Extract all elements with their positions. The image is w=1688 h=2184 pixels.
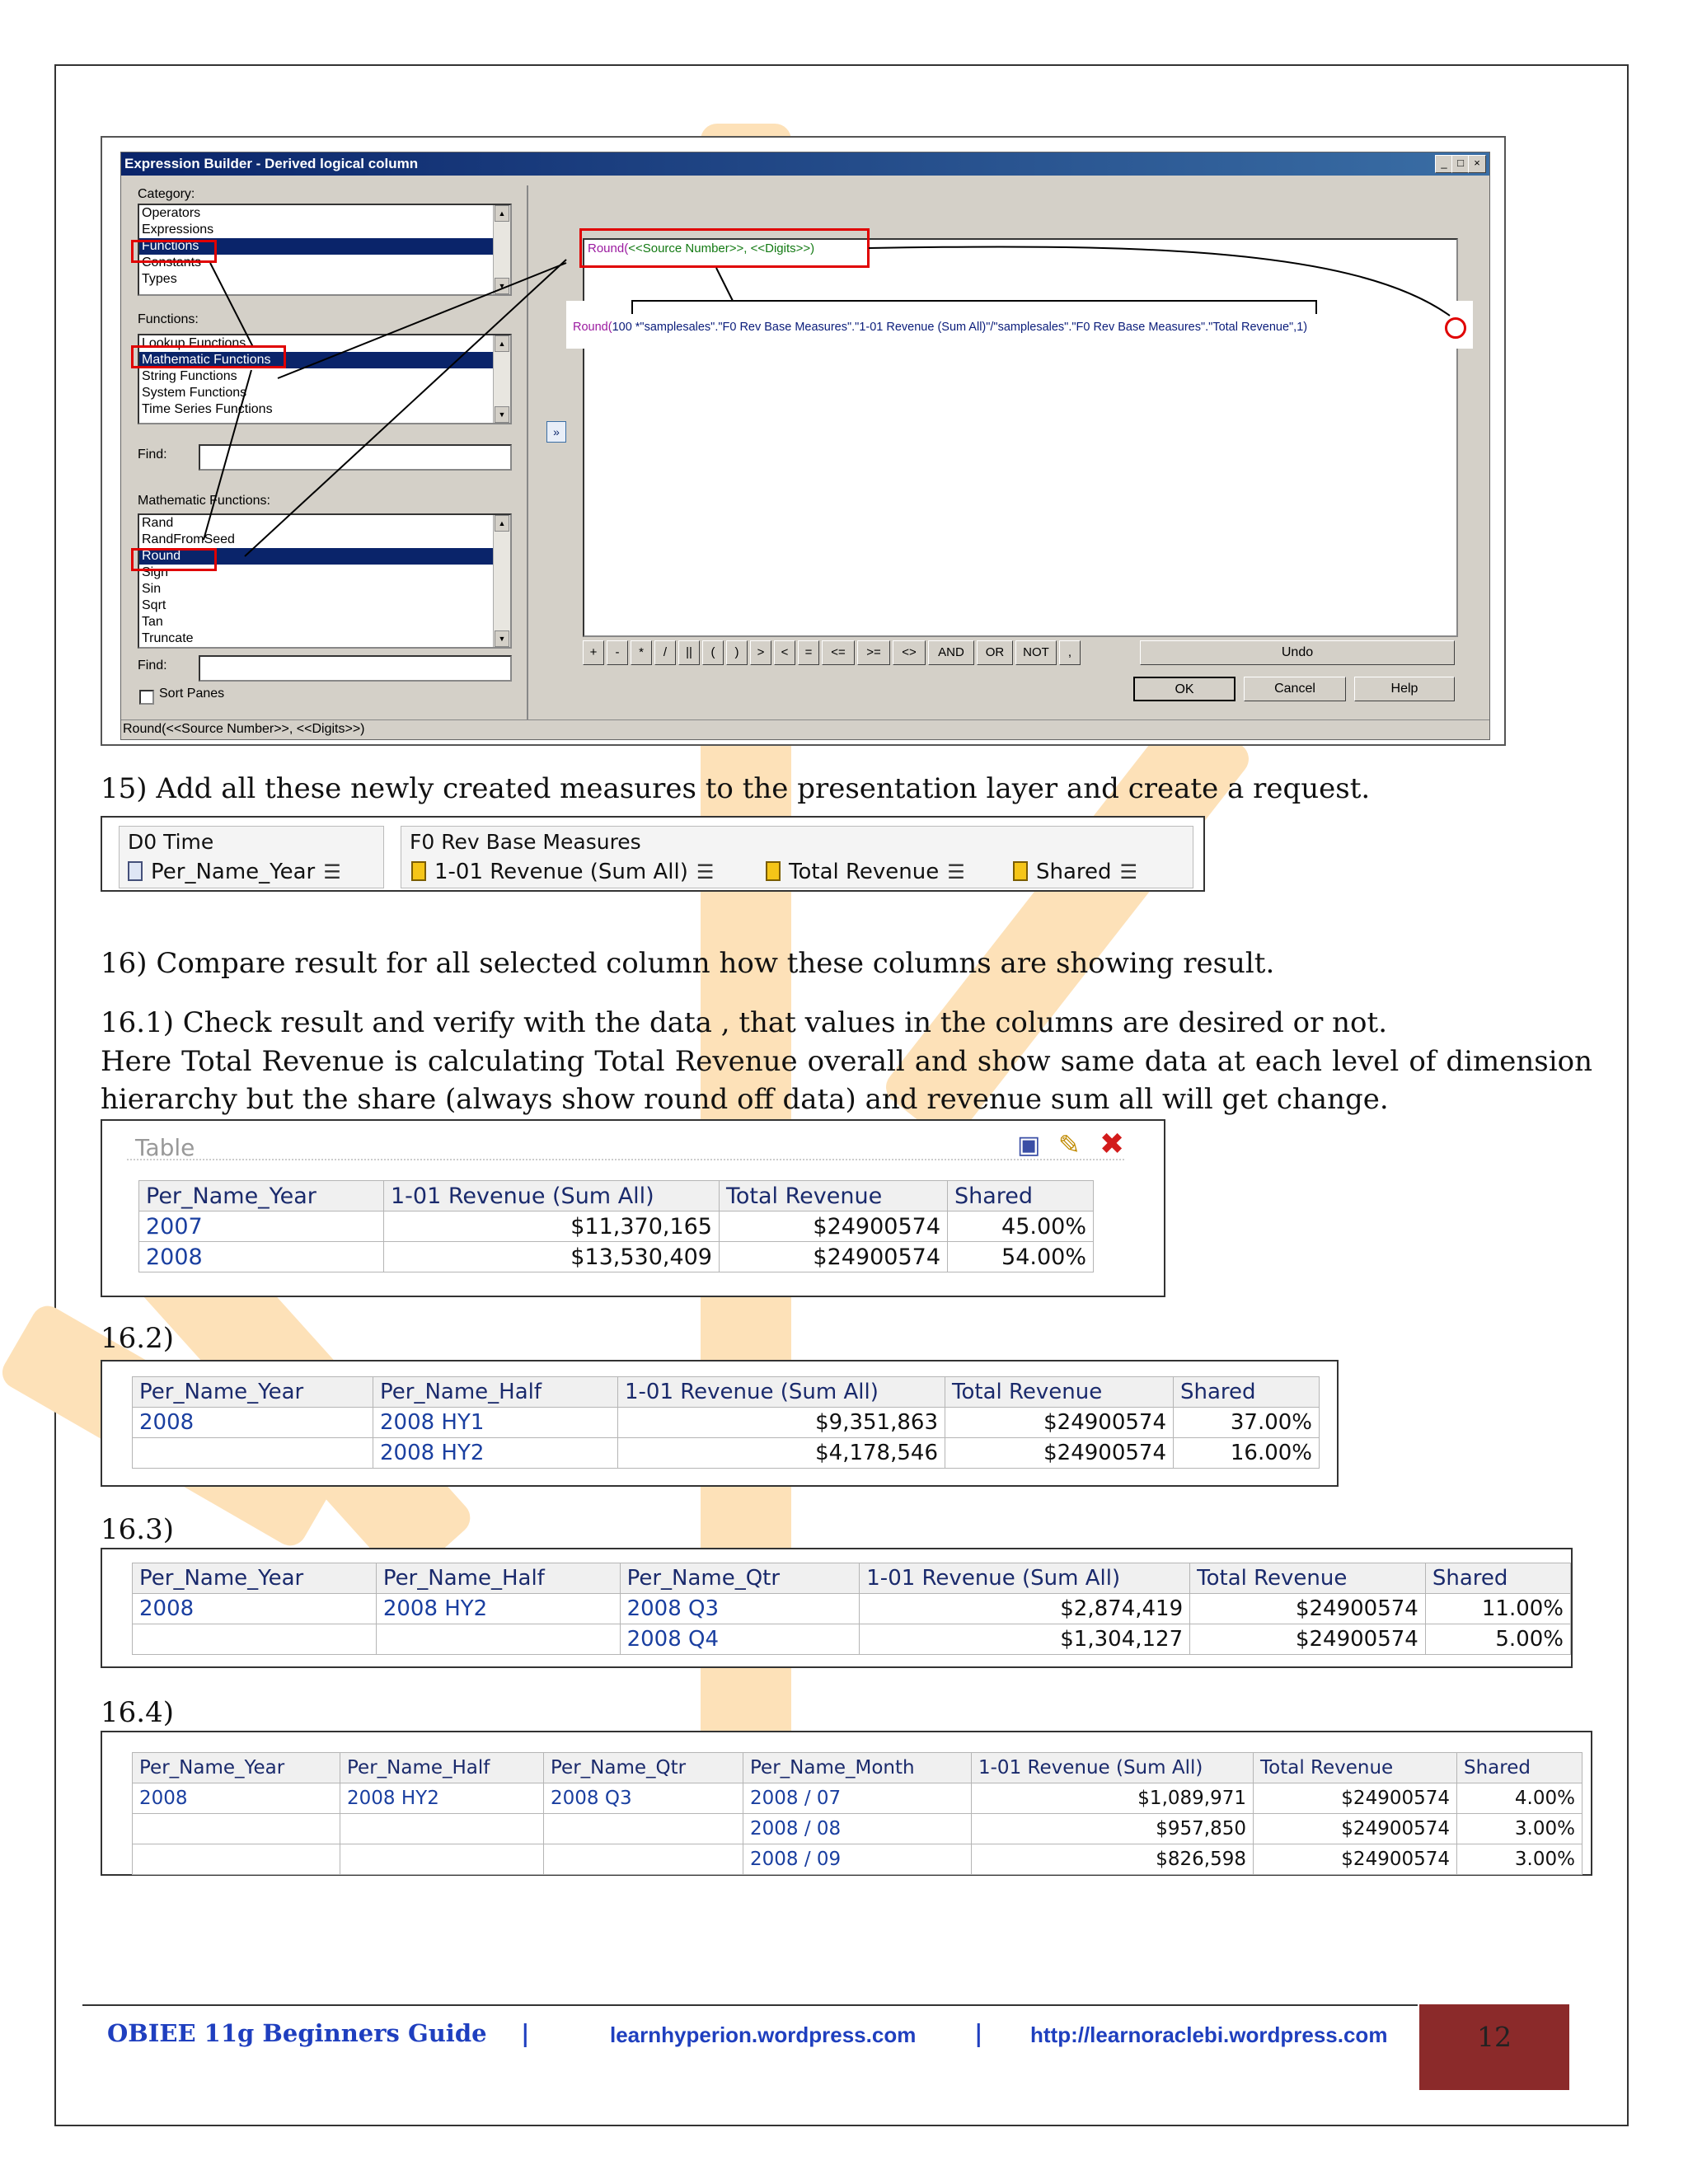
dimension-cell[interactable]: 2008 <box>133 1408 373 1438</box>
column-header[interactable]: 1-01 Revenue (Sum All) <box>384 1181 720 1212</box>
measure-cell: 3.00% <box>1457 1844 1582 1875</box>
step-16-1-text: 16.1) Check result and verify with the data , that values in the columns are desired or not. <box>101 1006 1387 1039</box>
column-header[interactable]: Per_Name_Half <box>376 1563 620 1594</box>
math-function-item[interactable]: Sqrt <box>142 598 166 612</box>
operator-button[interactable]: || <box>678 640 700 665</box>
highlight-round <box>131 548 217 571</box>
category-item[interactable]: Expressions <box>142 223 214 237</box>
section-16-4: 16.4) <box>101 1696 174 1729</box>
ok-button[interactable]: OK <box>1133 677 1236 701</box>
scroll-up-icon[interactable]: ▲ <box>495 515 509 532</box>
function-item[interactable]: String Functions <box>142 369 237 383</box>
expression-text: Round(100 *"samplesales"."F0 Rev Base Measures"."1-01 Revenue (Sum All)"/"samplesales"."F0 Rev Base Measures"."Total Revenue",1) <box>573 321 1308 334</box>
operator-button[interactable]: > <box>750 640 771 665</box>
category-item[interactable]: Operators <box>142 206 201 220</box>
criteria-column[interactable]: Per_Name_Year ☰ <box>128 860 341 884</box>
maximize-button[interactable]: □ <box>1451 155 1470 173</box>
operator-button[interactable]: <> <box>893 640 926 665</box>
column-header[interactable]: Per_Name_Year <box>139 1181 384 1212</box>
d0-time-title: D0 Time <box>128 830 214 854</box>
delete-view-icon[interactable]: ✖ <box>1100 1127 1125 1161</box>
footer-rule <box>82 2004 1418 2006</box>
result-table-2 <box>132 1376 1320 1469</box>
measure-cell: $9,351,863 <box>618 1408 945 1438</box>
result-table-3-frame <box>101 1548 1573 1668</box>
dimension-cell[interactable]: 2008 / 09 <box>743 1844 972 1875</box>
dimension-cell[interactable]: 2008 <box>133 1783 340 1814</box>
column-header[interactable]: Per_Name_Month <box>743 1753 972 1783</box>
expression-builder-screenshot <box>101 136 1506 746</box>
dimension-cell[interactable]: 2007 <box>139 1212 384 1242</box>
dimension-cell[interactable]: 2008 Q3 <box>620 1594 860 1624</box>
table-row <box>133 1844 1582 1875</box>
measure-cell: 11.00% <box>1425 1594 1570 1624</box>
measure-cell: 5.00% <box>1425 1624 1570 1655</box>
operator-button[interactable]: <= <box>822 640 855 665</box>
dimension-cell[interactable]: 2008 / 08 <box>743 1814 972 1844</box>
column-header[interactable]: Shared <box>948 1181 1094 1212</box>
dimension-cell[interactable] <box>376 1624 620 1655</box>
function-item[interactable]: Lookup Functions <box>142 336 246 350</box>
measure-cell: 37.00% <box>1174 1408 1320 1438</box>
function-item-mathematic[interactable]: Mathematic Functions <box>139 352 510 368</box>
dimension-cell[interactable]: 2008 <box>139 1242 384 1272</box>
column-header[interactable]: Total Revenue <box>945 1377 1174 1408</box>
column-options-icon[interactable]: ☰ <box>947 860 965 883</box>
category-item-functions[interactable]: Functions <box>139 238 510 255</box>
dimension-cell[interactable] <box>133 1438 373 1469</box>
scroll-down-icon[interactable]: ▼ <box>495 406 509 423</box>
table-row <box>139 1212 1094 1242</box>
dimension-cell[interactable] <box>544 1844 743 1875</box>
measure-cell: $826,598 <box>972 1844 1254 1875</box>
measure-cell: $24900574 <box>1190 1624 1426 1655</box>
operator-button[interactable]: = <box>798 640 819 665</box>
column-header[interactable]: Total Revenue <box>720 1181 948 1212</box>
measure-cell: $24900574 <box>720 1212 948 1242</box>
measure-cell: 4.00% <box>1457 1783 1582 1814</box>
dimension-cell[interactable]: 2008 HY2 <box>376 1594 620 1624</box>
category-item[interactable]: Constants <box>142 255 202 269</box>
measure-cell: $24900574 <box>720 1242 948 1272</box>
dimension-cell[interactable]: 2008 Q3 <box>544 1783 743 1814</box>
highlight-mathematic <box>131 345 286 368</box>
view-title-bar <box>127 1134 1124 1160</box>
result-table-4 <box>132 1752 1582 1875</box>
table-row <box>133 1408 1320 1438</box>
f0-measures-folder <box>401 826 1193 888</box>
sort-panes-label: Sort Panes <box>159 687 225 701</box>
page-number: 12 <box>1477 2021 1512 2053</box>
math-function-item[interactable]: Sign <box>142 565 169 579</box>
section-16-3: 16.3) <box>101 1513 174 1546</box>
column-header[interactable]: Per_Name_Half <box>373 1377 618 1408</box>
math-functions-label: Mathematic Functions: <box>138 494 270 508</box>
column-header[interactable]: Total Revenue <box>1190 1563 1426 1594</box>
dimension-cell[interactable] <box>133 1814 340 1844</box>
status-bar-text: Round(<<Source Number>>, <<Digits>>) <box>123 722 365 736</box>
dimension-cell[interactable]: 2008 / 07 <box>743 1783 972 1814</box>
math-function-item[interactable]: Tan <box>142 615 163 629</box>
result-table-3 <box>132 1563 1571 1655</box>
criteria-column[interactable]: Total Revenue ☰ <box>766 860 965 884</box>
column-header[interactable]: Per_Name_Year <box>133 1753 340 1783</box>
measure-cell: $4,178,546 <box>618 1438 945 1469</box>
result-table-1-frame <box>101 1119 1165 1297</box>
close-button[interactable]: × <box>1468 155 1486 173</box>
highlight-functions <box>131 240 217 263</box>
measure-cell: $24900574 <box>945 1438 1174 1469</box>
measure-cell: 16.00% <box>1174 1438 1320 1469</box>
column-header[interactable]: 1-01 Revenue (Sum All) <box>618 1377 945 1408</box>
math-function-item[interactable]: Rand <box>142 516 174 530</box>
dimension-cell[interactable] <box>340 1844 544 1875</box>
category-label: Category: <box>138 187 195 201</box>
measure-cell: 54.00% <box>948 1242 1094 1272</box>
measure-cell: $957,850 <box>972 1814 1254 1844</box>
section-16-2: 16.2) <box>101 1322 174 1355</box>
criteria-columns-strip <box>101 816 1205 892</box>
expression-builder-dialog <box>120 152 1490 740</box>
measure-cell: $24900574 <box>1254 1844 1457 1875</box>
table-row <box>133 1438 1320 1469</box>
function-item[interactable]: System Functions <box>142 386 247 400</box>
measure-cell: $13,530,409 <box>384 1242 720 1272</box>
dimension-cell[interactable] <box>340 1814 544 1844</box>
column-options-icon[interactable]: ☰ <box>696 860 715 883</box>
undo-button[interactable]: Undo <box>1140 640 1455 665</box>
insert-arrow-button[interactable]: » <box>546 421 566 443</box>
footer-separator: | <box>521 2019 530 2047</box>
f0-measures-title: F0 Rev Base Measures <box>410 830 641 854</box>
column-header[interactable]: Per_Name_Year <box>133 1377 373 1408</box>
footer-site-1[interactable]: learnhyperion.wordpress.com <box>610 2022 917 2047</box>
find-label: Find: <box>138 448 167 462</box>
table-row <box>133 1594 1571 1624</box>
dimension-cell[interactable] <box>544 1814 743 1844</box>
operator-button[interactable]: + <box>583 640 604 665</box>
format-view-icon[interactable]: ▣ <box>1017 1131 1041 1160</box>
measure-cell: $2,874,419 <box>860 1594 1190 1624</box>
result-table-2-frame <box>101 1360 1339 1487</box>
category-item[interactable]: Types <box>142 272 177 286</box>
operator-button[interactable]: / <box>654 640 676 665</box>
column-header[interactable]: Per_Name_Qtr <box>620 1563 860 1594</box>
math-function-item[interactable]: Truncate <box>142 631 194 645</box>
dimension-column-icon <box>128 861 143 881</box>
cancel-button[interactable]: Cancel <box>1244 677 1346 701</box>
page-number-box <box>1419 2004 1569 2090</box>
dimension-cell[interactable]: 2008 HY2 <box>340 1783 544 1814</box>
footer-separator: | <box>974 2019 983 2047</box>
operator-button[interactable]: * <box>631 640 652 665</box>
function-template: Round(<<Source Number>>, <<Digits>>) <box>588 241 815 255</box>
footer-guide: OBIEE 11g Beginners Guide <box>107 2019 487 2047</box>
operator-button[interactable]: , <box>1059 640 1081 665</box>
operator-button[interactable]: AND <box>928 640 974 665</box>
scroll-up-icon[interactable]: ▲ <box>495 335 509 352</box>
d0-time-folder <box>119 826 384 888</box>
step-15-text: 15) Add all these newly created measures to the presentation layer and create a request. <box>101 772 1371 805</box>
scroll-up-icon[interactable]: ▲ <box>495 205 509 222</box>
function-item[interactable]: Time Series Functions <box>142 402 273 416</box>
footer-site-2[interactable]: http://learnoraclebi.wordpress.com <box>1030 2022 1388 2047</box>
dimension-cell[interactable] <box>133 1844 340 1875</box>
view-title: Table <box>135 1134 195 1161</box>
column-options-icon[interactable]: ☰ <box>1119 860 1138 883</box>
measure-cell: 3.00% <box>1457 1814 1582 1844</box>
dialog-title: Expression Builder - Derived logical column <box>121 152 1489 176</box>
column-header[interactable]: Shared <box>1457 1753 1582 1783</box>
operator-button[interactable]: < <box>774 640 795 665</box>
find-label: Find: <box>138 658 167 673</box>
measure-cell: $24900574 <box>1190 1594 1426 1624</box>
operator-button[interactable]: - <box>607 640 628 665</box>
math-function-item[interactable]: RandFromSeed <box>142 532 235 546</box>
dimension-cell[interactable]: 2008 Q4 <box>620 1624 860 1655</box>
result-table-1 <box>138 1180 1094 1272</box>
column-header[interactable]: Per_Name_Half <box>340 1753 544 1783</box>
column-header[interactable]: 1-01 Revenue (Sum All) <box>860 1563 1190 1594</box>
help-button[interactable]: Help <box>1354 677 1455 701</box>
criteria-column[interactable]: Shared ☰ <box>1013 860 1137 884</box>
functions-label: Functions: <box>138 312 199 326</box>
dimension-cell[interactable]: 2008 HY1 <box>373 1408 618 1438</box>
column-header[interactable]: 1-01 Revenue (Sum All) <box>972 1753 1254 1783</box>
measure-cell: $1,089,971 <box>972 1783 1254 1814</box>
table-row <box>139 1242 1094 1272</box>
operator-button[interactable]: OR <box>977 640 1013 665</box>
measure-column-icon <box>1013 861 1028 881</box>
column-header[interactable]: Per_Name_Qtr <box>544 1753 743 1783</box>
operator-button[interactable]: NOT <box>1015 640 1057 665</box>
measure-cell: $1,304,127 <box>860 1624 1190 1655</box>
measure-cell: 45.00% <box>948 1212 1094 1242</box>
measure-cell: $24900574 <box>945 1408 1174 1438</box>
measure-column-icon <box>411 861 426 881</box>
criteria-column[interactable]: 1-01 Revenue (Sum All) ☰ <box>411 860 714 884</box>
measure-column-icon <box>766 861 781 881</box>
operator-button[interactable]: ( <box>702 640 724 665</box>
table-row <box>133 1814 1582 1844</box>
table-row <box>133 1624 1571 1655</box>
scroll-down-icon[interactable]: ▼ <box>495 278 509 294</box>
edit-pencil-icon[interactable]: ✎ <box>1058 1129 1081 1160</box>
column-header[interactable]: Shared <box>1174 1377 1320 1408</box>
scroll-down-icon[interactable]: ▼ <box>495 630 509 647</box>
column-header[interactable]: Total Revenue <box>1254 1753 1457 1783</box>
operator-button[interactable]: >= <box>857 640 890 665</box>
dimension-cell[interactable]: 2008 <box>133 1594 377 1624</box>
step-16-1-body: Here Total Revenue is calculating Total Revenue overall and show same data at each level of dimension hierarchy but the share (always show round off data) and revenue sum all will get change. <box>101 1045 1592 1116</box>
measure-cell: $11,370,165 <box>384 1212 720 1242</box>
math-function-item[interactable]: Sin <box>142 582 162 596</box>
operator-button[interactable]: ) <box>726 640 748 665</box>
column-options-icon[interactable]: ☰ <box>323 860 341 883</box>
math-function-item-round[interactable]: Round <box>139 548 510 565</box>
table-row <box>133 1783 1582 1814</box>
column-header[interactable]: Shared <box>1425 1563 1570 1594</box>
column-header[interactable]: Per_Name_Year <box>133 1563 377 1594</box>
minimize-button[interactable]: _ <box>1435 155 1453 173</box>
measure-cell: $24900574 <box>1254 1783 1457 1814</box>
dimension-cell[interactable] <box>133 1624 377 1655</box>
measure-cell: $24900574 <box>1254 1814 1457 1844</box>
step-16-text: 16) Compare result for all selected column how these columns are showing result. <box>101 947 1275 980</box>
result-table-4-frame <box>101 1731 1592 1876</box>
dimension-cell[interactable]: 2008 HY2 <box>373 1438 618 1469</box>
